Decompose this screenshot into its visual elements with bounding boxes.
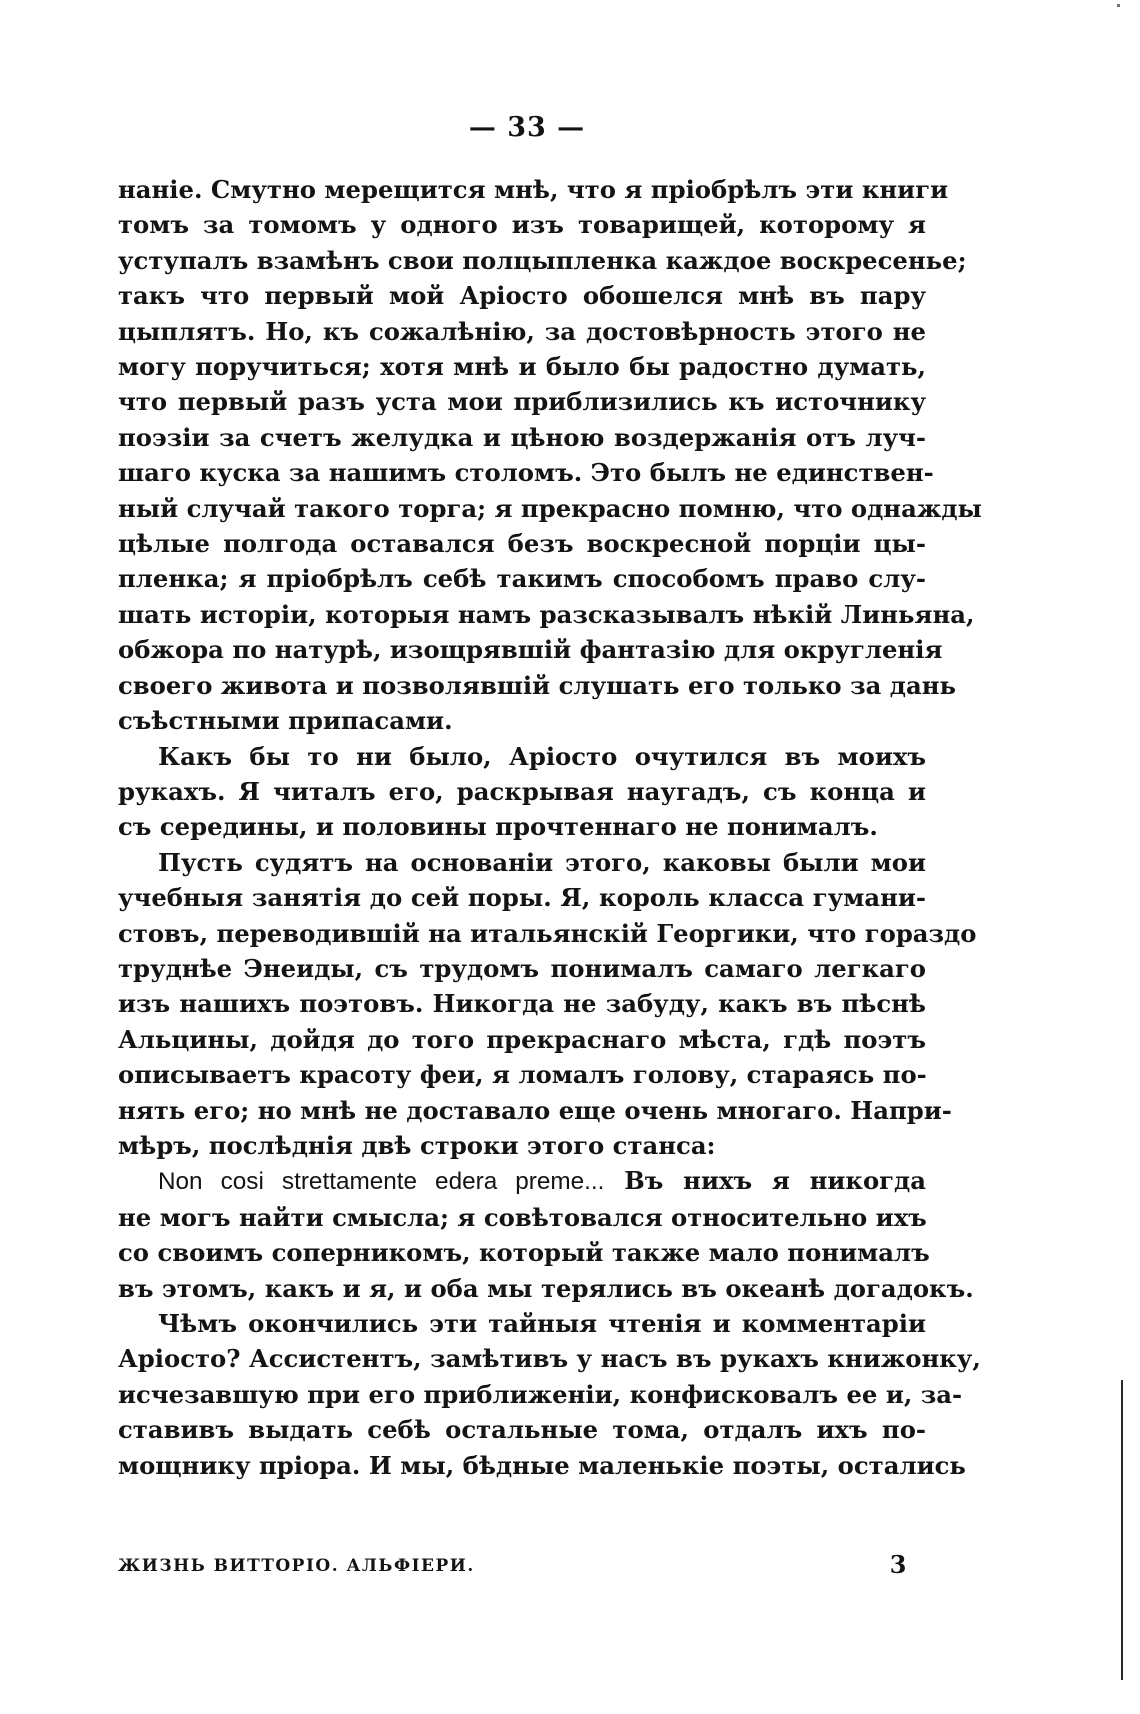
paragraph-5	[118, 1306, 981, 1483]
signature-mark: 3	[889, 1550, 908, 1579]
text-line: стовъ, переводившій на итальянскій Георгики, что гораздо	[118, 918, 977, 948]
text-line: Пусть судятъ на основаніи этого, каковы были мои	[158, 847, 926, 877]
text-line-rest: Въ нихъ я никогда	[604, 1166, 926, 1196]
text-line: обжора по натурѣ, изощрявшій фантазію для округленія	[118, 635, 943, 665]
text-line: уступалъ взамѣнъ свои полцыпленка каждое воскресенье;	[118, 245, 967, 275]
text-line: описываетъ красоту феи, я ломалъ голову, стараясь по-	[118, 1060, 927, 1090]
text-line: поэзіи за счетъ желудка и цѣною воздержанія отъ луч-	[118, 422, 926, 452]
paragraph-4	[118, 1163, 974, 1306]
scan-speck	[1117, 4, 1120, 7]
text-line: своего живота и позволявшій слушать его только за дань	[118, 670, 957, 700]
paragraph-3	[118, 845, 977, 1164]
text-line: рукахъ. Я читалъ его, раскрывая наугадъ, съ конца и	[118, 776, 926, 806]
text-line: мѣръ, послѣднія двѣ строки этого станса:	[118, 1130, 716, 1160]
text-line: съ середины, и половины прочтеннаго не понималъ.	[118, 812, 878, 842]
text-line: Чѣмъ окончились эти тайныя чтенія и комментаріи	[158, 1309, 926, 1338]
text-line: учебныя занятія до сей поры. Я, король класса гумани-	[118, 883, 926, 913]
text-line: Какъ бы то ни было, Аріосто очутился въ моихъ	[158, 741, 926, 771]
text-line: нять его; но мнѣ не доставало еще очень многаго. Напри-	[118, 1095, 952, 1125]
text-line: въ этомъ, какъ и я, и оба мы терялись въ океанѣ догадокъ.	[118, 1273, 974, 1303]
text-line: ный случай такого торга; я прекрасно помню, что однажды	[118, 493, 982, 523]
text-line: шать исторіи, которыя намъ разсказывалъ нѣкій Линьяна,	[118, 599, 975, 629]
paragraph-2	[118, 739, 926, 845]
text-line	[118, 1163, 926, 1199]
text-line: изъ нашихъ поэтовъ. Никогда не забуду, какъ въ пѣснѣ	[118, 989, 926, 1019]
text-line: не могъ найти смысла; я совѣтовался относительно ихъ	[118, 1202, 927, 1232]
text-line: ставивъ выдать себѣ остальные тома, отдалъ ихъ по-	[118, 1415, 926, 1445]
text-line: съѣстными припасами.	[118, 706, 453, 736]
text-line: цыплятъ. Но, къ сожалѣнію, за достовѣрность этого не	[118, 316, 926, 346]
text-line: Аріосто? Ассистентъ, замѣтивъ у насъ въ рукахъ книжонку,	[118, 1344, 981, 1374]
text-line: что первый разъ уста мои приблизились къ источнику	[118, 387, 926, 417]
text-line: труднѣе Энеиды, съ трудомъ понималъ самаго легкаго	[118, 953, 926, 983]
body-text	[118, 172, 982, 1483]
text-line: исчезавшую при его приближеніи, конфисковалъ ее и, за-	[118, 1379, 963, 1409]
text-line: могу поручиться; хотя мнѣ и было бы радостно думать,	[118, 352, 926, 382]
page-number: — 33 —	[468, 112, 586, 143]
paragraph-1	[118, 172, 982, 739]
text-line: мощнику пріора. И мы, бѣдные маленькіе поэты, остались	[118, 1450, 966, 1480]
running-footer-title: ЖИЗНЬ ВИТТОРІО. АЛЬФІЕРИ.	[118, 1556, 475, 1576]
text-line: наніе. Смутно мерещится мнѣ, что я пріобрѣлъ эти книги	[118, 175, 949, 204]
text-line: шаго куска за нашимъ столомъ. Это былъ не единствен-	[118, 458, 934, 488]
text-line: Альцины, дойдя до того прекраснаго мѣста, гдѣ поэтъ	[118, 1024, 926, 1054]
text-line: цѣлые полгода оставался безъ воскресной порціи цы-	[118, 529, 926, 559]
scan-edge-line	[1121, 1380, 1123, 1680]
text-line: томъ за томомъ у одного изъ товарищей, которому я	[118, 210, 926, 240]
text-line: пленка; я пріобрѣлъ себѣ такимъ способомъ право слу-	[118, 564, 926, 594]
text-line: со своимъ соперникомъ, который также мало понималъ	[118, 1238, 930, 1268]
latin-quotation: Non cosi strettamente edera preme...	[158, 1168, 605, 1196]
text-line: такъ что первый мой Аріосто обошелся мнѣ въ пару	[118, 281, 926, 311]
